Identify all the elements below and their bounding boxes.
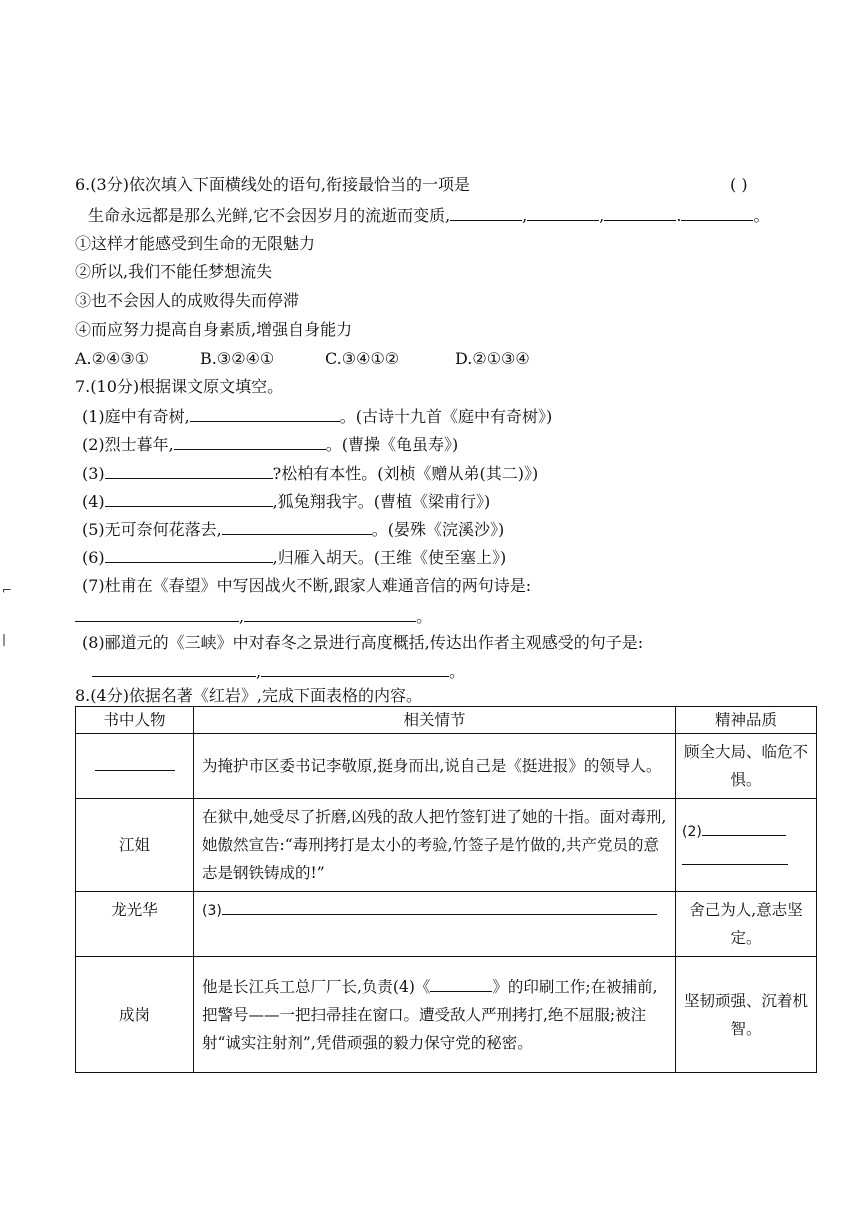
q7-item-8-period: 。 <box>449 662 466 681</box>
table-row <box>76 734 817 799</box>
q7-blank-4[interactable] <box>105 490 273 507</box>
q7-blank-7a[interactable] <box>75 605 239 622</box>
row4-quality: 坚韧顽强、沉着机智。 <box>676 957 817 1073</box>
row2-plot: 在狱中,她受尽了折磨,凶残的敌人把竹签钉进了她的十指。面对毒刑,她傲然宣告:“毒刑拷打是太小的考验,竹签子是竹做的,共产党员的意志是钢铁铸成的!” <box>194 799 676 892</box>
q6-end: 。 <box>753 206 770 225</box>
q7-item-6-lead: (6) <box>82 548 105 567</box>
q7-item-1-lead: (1)庭中有奇树, <box>82 407 190 426</box>
table-row <box>76 892 817 957</box>
q6-sentence <box>88 204 769 227</box>
q6-choice-c[interactable]: C.③④①② <box>325 349 400 368</box>
q7-blank-8a[interactable] <box>92 660 256 677</box>
row2-quality-blank-2[interactable] <box>682 848 788 865</box>
q7-item-4 <box>82 490 490 513</box>
q7-blank-5[interactable] <box>222 518 372 535</box>
q7-blank-2[interactable] <box>174 433 326 450</box>
q6-option-3: ③也不会因人的成败得失而停滞 <box>75 291 300 310</box>
q7-item-8: (8)郦道元的《三峡》中对春冬之景进行高度概括,传达出作者主观感受的句子是: <box>82 633 644 652</box>
q7-item-4-lead: (4) <box>82 492 105 511</box>
q7-item-6-source: ,归雁入胡天。(王维《使至塞上》) <box>272 548 507 567</box>
q6-option-4: ④而应努力提高自身素质,增强自身能力 <box>75 320 353 339</box>
header-quality: 精神品质 <box>676 707 817 734</box>
q7-blank-7b[interactable] <box>244 605 416 622</box>
row3-plot-blank[interactable] <box>222 898 657 915</box>
row4-plot-cell <box>194 957 676 1073</box>
q6-option-2: ②所以,我们不能任梦想流失 <box>75 262 273 281</box>
q7-item-7: (7)杜甫在《春望》中写因战火不断,跟家人难通音信的两句诗是: <box>82 576 532 595</box>
row1-name-cell <box>76 734 194 799</box>
q7-item-4-source: ,狐兔翔我宇。(曹植《梁甫行》) <box>272 492 491 511</box>
q7-item-3 <box>82 462 538 485</box>
table-row <box>76 957 817 1073</box>
q6-stem: 6.(3分)依次填入下面横线处的语句,衔接最恰当的一项是 <box>75 175 471 194</box>
row4-plot-blank[interactable] <box>430 975 492 992</box>
header-character: 书中人物 <box>76 707 194 734</box>
q7-item-7-comma: , <box>239 607 245 626</box>
q7-item-2-source: 。(曹操《龟虽寿》) <box>325 435 459 454</box>
q7-item-5-lead: (5)无可奈何花落去, <box>82 520 222 539</box>
q6-answer-paren: ( ) <box>730 175 748 194</box>
row4-name: 成岗 <box>76 957 194 1073</box>
q6-blank-2[interactable] <box>527 204 599 221</box>
row2-mark: (2) <box>682 823 702 840</box>
row2-quality-blank-1[interactable] <box>702 819 786 836</box>
q7-item-2-lead: (2)烈士暮年, <box>82 435 174 454</box>
row3-name: 龙光华 <box>76 892 194 957</box>
row1-plot: 为掩护市区委书记李敬原,挺身而出,说自己是《挺进报》的领导人。 <box>194 734 676 799</box>
q6-sep-2: , <box>599 206 605 225</box>
row3-quality: 舍己为人,意志坚定。 <box>676 892 817 957</box>
q7-item-5-source: 。(晏殊《浣溪沙》) <box>371 520 505 539</box>
q8-table <box>75 706 817 1073</box>
row2-quality-cell <box>676 799 817 892</box>
margin-mark: ⌐ <box>2 583 13 597</box>
row1-name-blank[interactable] <box>95 754 175 771</box>
header-plot: 相关情节 <box>194 707 676 734</box>
q6-option-1: ①这样才能感受到生命的无限魅力 <box>75 234 316 253</box>
q6-sep-1: , <box>522 206 528 225</box>
q6-blank-1[interactable] <box>450 204 522 221</box>
row1-quality: 顾全大局、临危不惧。 <box>676 734 817 799</box>
q8-stem: 8.(4分)依据名著《红岩》,完成下面表格的内容。 <box>75 686 423 705</box>
row4-plot-a: 他是长江兵工总厂厂长,负责(4)《 <box>202 977 431 996</box>
q7-item-6 <box>82 546 506 569</box>
q6-choice-a[interactable]: A.②④③① <box>75 349 150 368</box>
q7-blank-1[interactable] <box>190 405 340 422</box>
q7-stem: 7.(10分)根据课文原文填空。 <box>75 377 284 396</box>
q7-item-7-answer <box>75 605 432 628</box>
table-header-row <box>76 707 817 734</box>
q7-item-1 <box>82 405 552 428</box>
q6-choice-d[interactable]: D.②①③④ <box>455 349 530 368</box>
q7-item-1-source: 。(古诗十九首《庭中有奇树》) <box>339 407 553 426</box>
q6-blank-3[interactable] <box>604 204 676 221</box>
row3-plot-cell <box>194 892 676 957</box>
q6-sep-3: . <box>676 206 682 225</box>
q7-item-3-lead: (3) <box>82 464 105 483</box>
margin-mark: | <box>2 632 7 646</box>
q7-blank-6[interactable] <box>105 546 273 563</box>
q6-blank-4[interactable] <box>681 204 753 221</box>
q7-item-8-answer <box>92 660 465 683</box>
q6-choice-b[interactable]: B.③②④① <box>200 349 275 368</box>
row3-mark: (3) <box>202 903 222 919</box>
q7-blank-3[interactable] <box>105 462 273 479</box>
q7-item-3-source: ?松柏有本性。(刘桢《赠从弟(其二)》) <box>272 464 539 483</box>
q7-blank-8b[interactable] <box>261 660 449 677</box>
row4-plot-b: 》的印刷工作;在被捕前,把警号——一把扫帚挂在窗口。遭受敌人严刑拷打,绝不屈服;被注射“诚实注射剂”,凭借顽强的毅力保守党的秘密。 <box>202 977 658 1052</box>
q7-item-2 <box>82 433 458 456</box>
q7-item-8-comma: , <box>256 662 262 681</box>
q7-item-5 <box>82 518 504 541</box>
q6-sentence-text: 生命永远都是那么光鲜,它不会因岁月的流逝而变质, <box>88 206 451 225</box>
table-row <box>76 799 817 892</box>
q7-item-7-period: 。 <box>416 607 433 626</box>
row2-name: 江姐 <box>76 799 194 892</box>
